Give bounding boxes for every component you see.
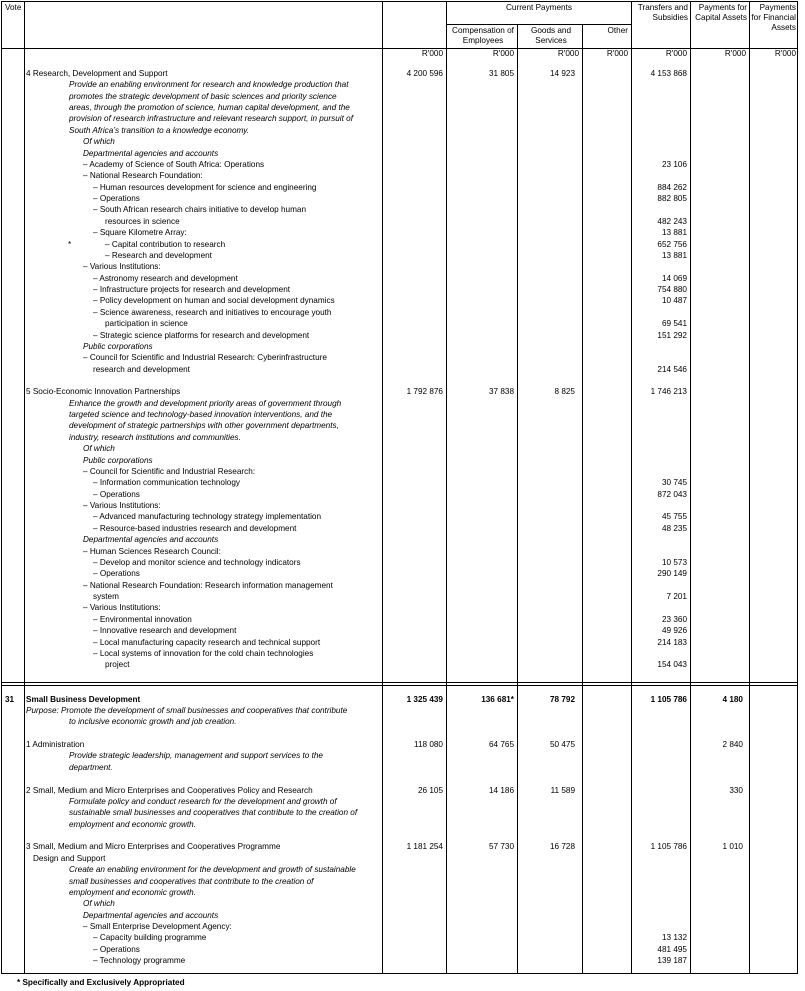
row-label: 5 Socio-Economic Innovation Partnerships: [26, 387, 181, 397]
cell-trans: 10 573: [661, 557, 687, 567]
cell-trans: 154 043: [657, 660, 687, 670]
row-label: – Various Institutions:: [83, 262, 161, 272]
col-divider: [582, 24, 583, 973]
row-label: – Infrastructure projects for research and development: [93, 285, 291, 295]
row-label: – Various Institutions:: [83, 603, 161, 613]
cell-trans: 69 541: [661, 319, 687, 329]
header-financial: Payments for Financial Assets: [751, 3, 796, 32]
row-label: Of which: [83, 899, 115, 909]
row-label: – Local systems of innovation for the cold chain technologies: [93, 648, 314, 658]
row-label: – Advanced manufacturing technology strategy implementation: [93, 512, 322, 522]
header-capital: Payments for Capital Assets: [695, 3, 747, 22]
row-label: – Human resources development for science and engineering: [93, 182, 317, 192]
row-label: – Technology programme: [93, 956, 186, 966]
row-label: – Local manufacturing capacity research and technical support: [93, 637, 321, 647]
cell-capital: 2 840: [722, 740, 743, 750]
cell-total: 118 080: [414, 740, 443, 750]
header-vote: Vote: [5, 3, 22, 12]
cell-total: 1 792 876: [406, 387, 443, 397]
row-label: Of which: [83, 444, 115, 454]
row-label: – Policy development on human and social development dynamics: [93, 296, 335, 306]
header-goods: Goods and Services: [530, 26, 572, 45]
cell-trans: 13 881: [661, 250, 687, 260]
row-label: – Resource-based industries research and development: [93, 523, 297, 533]
row-label: resources in science: [105, 216, 180, 226]
table-frame: [1, 1, 798, 974]
row-label: – Operations: [93, 944, 140, 954]
vote-comp: 136 681*: [481, 695, 514, 704]
cell-comp: 14 186: [488, 785, 514, 795]
row-label: – Science awareness, research and initiatives to encourage youth: [93, 307, 332, 317]
cell-trans: 4 153 868: [650, 69, 687, 78]
cell-trans: 49 926: [661, 626, 687, 636]
cell-goods: 16 728: [549, 842, 575, 852]
row-label: sustainable small businesses and cooperatives that contribute to the creation of: [69, 808, 358, 818]
row-label: Departmental agencies and accounts: [83, 910, 219, 920]
row-label: – Various Institutions:: [83, 501, 161, 511]
unit-comp: R'000: [492, 49, 514, 58]
row-label: Departmental agencies and accounts: [83, 148, 219, 158]
col-divider: [517, 24, 518, 973]
row-divider: [2, 682, 797, 683]
cell-trans: 23 360: [661, 614, 687, 624]
row-divider: [447, 24, 631, 25]
cell-total: 26 105: [417, 785, 443, 795]
row-label: South Africa’s transition to a knowledge economy.: [69, 125, 250, 135]
row-label: – Square Kilometre Array:: [93, 228, 187, 238]
row-label: Provide an enabling environment for research and knowledge production that: [69, 80, 349, 90]
cell-trans: 13 132: [661, 933, 687, 943]
row-label: Create an enabling environment for the development and growth of sustainable: [69, 865, 356, 875]
cell-trans: 872 043: [657, 489, 687, 499]
cell-comp: 64 765: [488, 740, 514, 750]
cell-trans: 151 292: [657, 330, 687, 340]
row-label: – Research and development: [105, 250, 212, 260]
cell-trans: 481 495: [657, 944, 687, 954]
row-label: – National Research Foundation: Research information management: [83, 580, 333, 590]
cell-capital: 1 010: [722, 842, 743, 852]
row-label: Enhance the growth and development priority areas of government through: [69, 398, 342, 408]
vote-capital: 4 180: [722, 695, 743, 704]
row-label: employment and economic growth.: [69, 819, 196, 829]
row-label: – Environmental innovation: [93, 614, 192, 624]
row-divider: [2, 685, 797, 686]
row-label: – Academy of Science of South Africa: Operations: [83, 159, 265, 169]
row-label: Purpose: Promote the development of small businesses and cooperatives that contribute: [26, 706, 348, 715]
row-label: – Capital contribution to research: [105, 239, 226, 249]
cell-trans: 13 881: [661, 228, 687, 238]
col-divider: [446, 2, 447, 973]
cell-trans: 48 235: [661, 523, 687, 533]
unit-financial: R'000: [774, 49, 796, 58]
row-label: Provide strategic leadership, management and support services to the: [69, 751, 323, 761]
row-label: – National Research Foundation:: [83, 171, 203, 181]
row-label: project: [105, 660, 130, 670]
cell-trans: 1 105 786: [650, 842, 687, 852]
row-label: – Strategic science platforms for research and development: [93, 330, 310, 340]
row-label: employment and economic growth.: [69, 887, 196, 897]
unit-capital: R'000: [724, 49, 746, 58]
row-label: 2 Small, Medium and Micro Enterprises and Cooperatives Policy and Research: [26, 785, 313, 795]
cell-total: 1 181 254: [406, 842, 443, 852]
row-label: small businesses and cooperatives that contribute to the creation of: [69, 876, 314, 886]
cell-trans: 214 546: [657, 364, 687, 374]
header-transfers: Transfers and Subsidies: [637, 3, 688, 22]
cell-trans: 214 183: [657, 637, 687, 647]
cell-trans: 45 755: [661, 512, 687, 522]
row-label: – Operations: [93, 489, 140, 499]
row-label: Formulate policy and conduct research for the development and growth of: [69, 796, 337, 806]
vote-title: Small Business Development: [26, 695, 141, 704]
row-label: – Council for Scientific and Industrial Research:: [83, 466, 256, 476]
cell-trans: 30 745: [661, 478, 687, 488]
row-label: – Operations: [93, 569, 140, 579]
row-label: system: [93, 592, 119, 602]
row-label: development of strategic partnerships with other government departments,: [69, 421, 339, 431]
row-label: – Human Sciences Research Council:: [83, 546, 221, 556]
row-label: – Develop and monitor science and technology indicators: [93, 557, 301, 567]
row-label: provision of research infrastructure and relevant research support, in pursuit of: [69, 114, 353, 124]
cell-trans: 23 106: [661, 159, 687, 169]
row-label: – Council for Scientific and Industrial Research: Cyberinfrastructure: [83, 353, 327, 363]
row-label: Public corporations: [83, 455, 153, 465]
cell-goods: 11 589: [550, 785, 575, 795]
row-label: department.: [69, 762, 113, 772]
row-marker: *: [68, 239, 72, 249]
row-label: 3 Small, Medium and Micro Enterprises and Cooperatives Programme: [26, 842, 281, 852]
row-label: – South African research chairs initiative to develop human: [93, 205, 306, 215]
cell-trans: 652 756: [657, 239, 687, 249]
row-label: areas, through the promotion of science, human capital development, and the: [69, 103, 350, 113]
cell-trans: 754 880: [657, 285, 687, 295]
cell-trans: 884 262: [657, 182, 687, 192]
cell-goods: 8 825: [554, 387, 575, 397]
row-label: – Innovative research and development: [93, 626, 237, 636]
cell-trans: 882 805: [657, 194, 687, 204]
footnote: * Specifically and Exclusively Appropriated: [17, 978, 185, 987]
unit-other: R'000: [606, 49, 628, 58]
vote-total: 1 325 439: [406, 695, 443, 704]
cell-comp: 31 805: [488, 69, 514, 78]
row-label: Departmental agencies and accounts: [83, 535, 219, 545]
cell-goods: 50 475: [549, 740, 575, 750]
col-divider: [690, 2, 691, 973]
row-label: industry, research institutions and communities.: [69, 432, 241, 442]
row-label: – Astronomy research and development: [93, 273, 238, 283]
cell-capital: 330: [729, 785, 743, 795]
unit-goods: R'000: [557, 49, 579, 58]
row-label: participation in science: [105, 319, 188, 329]
cell-trans: 14 069: [661, 273, 687, 283]
vote-goods: 78 792: [549, 695, 575, 704]
row-label: research and development: [93, 364, 190, 374]
row-label: Of which: [83, 137, 115, 147]
row-label: 4 Research, Development and Support: [26, 69, 168, 78]
row-label: 1 Administration: [26, 740, 85, 750]
col-divider: [382, 2, 383, 973]
cell-trans: 10 487: [661, 296, 687, 306]
row-label: promotes the strategic development of basic sciences and priority science: [69, 91, 337, 101]
row-label: Public corporations: [83, 341, 153, 351]
vote-number: 31: [5, 695, 15, 704]
cell-comp: 37 838: [488, 387, 514, 397]
col-divider: [24, 2, 25, 973]
col-divider: [749, 2, 750, 973]
row-label: – Operations: [93, 194, 140, 204]
vote-trans: 1 105 786: [650, 695, 687, 704]
cell-trans: 1 746 213: [650, 387, 687, 397]
cell-trans: 482 243: [657, 216, 687, 226]
cell-trans: 290 149: [657, 569, 687, 579]
cell-trans: 139 187: [657, 956, 687, 966]
header-current-payments: Current Payments: [506, 3, 572, 12]
cell-goods: 14 923: [549, 69, 575, 78]
row-label: to inclusive economic growth and job creation.: [69, 717, 237, 727]
row-label: Design and Support: [33, 853, 106, 863]
cell-comp: 57 730: [488, 842, 514, 852]
row-label: – Small Enterprise Development Agency:: [83, 922, 232, 932]
cell-total: 4 200 596: [406, 69, 443, 78]
header-compensation: Compensation of Employees: [452, 26, 514, 45]
row-label: – Capacity building programme: [93, 933, 207, 943]
cell-trans: 7 201: [666, 592, 687, 602]
header-other: Other: [607, 26, 628, 35]
unit-total: R'000: [421, 49, 443, 58]
row-label: targeted science and technology-based innovation interventions, and the: [69, 410, 333, 420]
row-label: – Information communication technology: [93, 478, 240, 488]
unit-trans: R'000: [665, 49, 687, 58]
